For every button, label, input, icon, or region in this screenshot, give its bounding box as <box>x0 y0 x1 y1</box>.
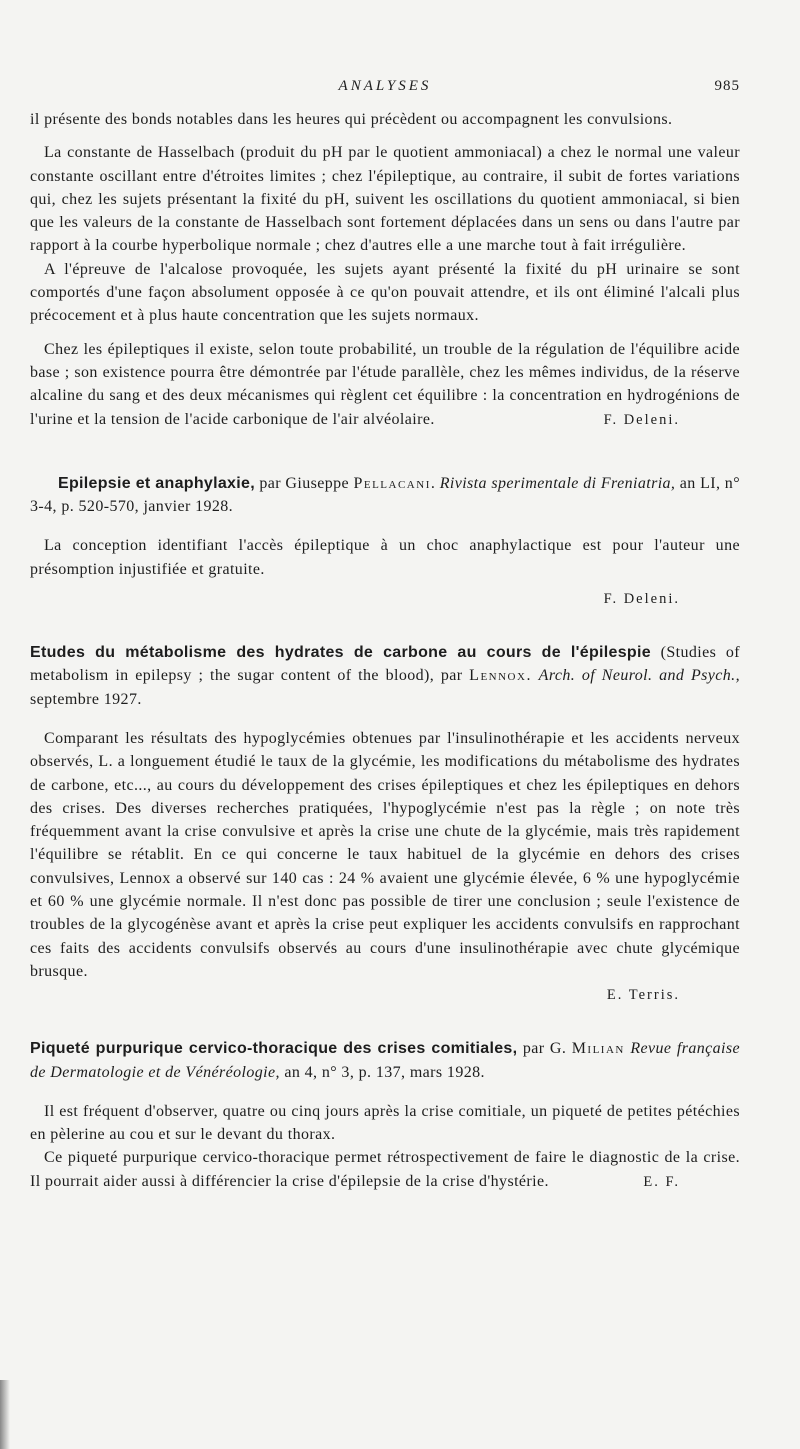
running-head <box>30 78 740 108</box>
journal-page <box>30 78 740 1194</box>
intro-paragraph-3: A l'épreuve de l'alcalose provoquée, les sujets ayant présenté la fixité du pH urinaire se sont comportés d'une façon absolument opposée à ce qu'on pouvait attendre, et ils ont éliminé l'alcali plus précocement et à plus haute concentration que les sujets normaux. <box>30 260 740 325</box>
article-3-by: par G. <box>517 1040 572 1058</box>
article-3-citation: an 4, n° 3, p. 137, mars 1928. <box>279 1063 485 1081</box>
article-2-author: Lennox. <box>469 667 532 685</box>
article-1-signature: F. Deleni. <box>603 591 680 608</box>
article-3-journal: Revue française de Dermatologie et de Vénéréologie, <box>30 1040 740 1081</box>
article-2-signature: E. Terris. <box>606 987 680 1004</box>
article-3-title: Piqueté purpurique cervico-thoracique des crises comitiales, <box>30 1040 518 1058</box>
article-3-heading <box>30 1037 740 1084</box>
running-title: ANALYSES <box>338 78 432 94</box>
page-edge-shadow <box>0 1380 10 1449</box>
article-1-heading: Epilepsie et anaphylaxie, par Giuseppe Pellacani. Rivista sperimentale di Freniatria, an LI, n° 3-4, p. 520-570, janvier 1928. <box>30 474 740 516</box>
article-1-journal: Rivista sperimentale di Freniatria, <box>439 474 676 492</box>
intro-paragraph-1: il présente des bonds notables dans les heures qui précèdent ou accompagnent les convulsions. <box>30 111 673 128</box>
article-2-body: Comparant les résultats des hypoglycémies obtenues par l'insulinothérapie et les accidents nerveux observés, L. a longuement étudié le taux de la glycémie, les modifications du métabolisme des hydrates de carbone, etc..., au cours du développement des crises épileptiques et chez les épileptiques en dehors des crises. Des diverses recherches pratiquées, l'hypoglycémie n'est pas la règle ; on note très fréquemment avant la crise convulsive et après la crise une chute de la glycémie, mais très rapidement l'équilibre se rétablit. En ce qui concerne le taux habituel de la glycémie en dehors des crises convulsives, Lennox a observé sur 140 cas : 24 % avaient une glycémie élevée, 6 % une hypoglycémie et 60 % une glycémie normale. Il n'est donc pas possible de tirer une conclusion ; seule l'existence de troubles de la glycogénèse avant et après la crise peut expliquer les accidents convulsifs en rapprochant ces faits des accidents convulsifs observés au cours d'une insulinothérapie avec chute glycémique brusque. <box>30 729 740 980</box>
article-2-subtitle: (Studies of metabolism in epilepsy ; the sugar content of the blood), par <box>30 644 740 685</box>
article-2-heading <box>30 641 740 711</box>
intro-signature: F. Deleni. <box>603 411 680 428</box>
article-2-citation: septembre 1927. <box>30 690 142 708</box>
article-3-paragraph-1: Il est fréquent d'observer, quatre ou cinq jours après la crise comitiale, un piqueté de petites pétéchies en pèlerine au cou et sur le devant du thorax. <box>30 1102 740 1144</box>
article-1-body: La conception identifiant l'accès épileptique à un choc anaphylactique est pour l'auteur une présomption injustifiée et gratuite. <box>30 537 740 578</box>
article-3-author: Milian <box>571 1040 625 1058</box>
article-3-signature: E. F. <box>643 1173 680 1190</box>
page-number: 985 <box>714 78 740 94</box>
intro-paragraph-2: La constante de Hasselbach (produit du pH par le quotient ammoniacal) a chez le normal une valeur constante oscillant entre d'étroites limites ; chez l'épileptique, au contraire, il subit de fortes variations qui, chez les sujets présentant la fixité du pH, suivent les oscillations du quotient ammoniacal, si bien que les valeurs de la constante de Hasselbach sont fortement déplacées dans un sens ou dans l'autre par rapport à la courbe hyperbolique normale ; chez d'autres elle a une marche tout à fait irrégulière. <box>30 144 740 255</box>
article-1-author: Pellacani <box>353 474 431 492</box>
article-2-title: Etudes du métabolisme des hydrates de carbone au cours de l'épilespie <box>30 644 651 662</box>
article-1-by: par Giuseppe <box>254 474 354 492</box>
article-2-journal: Arch. of Neurol. and Psych., <box>538 667 740 685</box>
article-1-title: Epilepsie et anaphylaxie, <box>58 474 255 492</box>
intro-paragraph-4: Chez les épileptiques il existe, selon toute probabilité, un trouble de la régulation de l'équilibre acide base ; son existence pourra être démontrée par l'étude parallèle, chez les mêmes individus, de la réserve alcaline du sang et des deux mécanismes qui règlent cet équilibre : la concentration en hydrogénions de l'urine et la tension de l'acide carbonique de l'air alvéolaire. <box>30 340 740 428</box>
article-3-paragraph-2: Ce piqueté purpurique cervico-thoracique permet rétrospectivement de faire le diagnostic de la crise. Il pourrait aider aussi à différencier la crise d'épilepsie de la crise d'hystérie. <box>30 1149 740 1190</box>
article-1-citation: an LI, n° 3-4, p. 520-570, janvier 1928. <box>30 474 740 516</box>
